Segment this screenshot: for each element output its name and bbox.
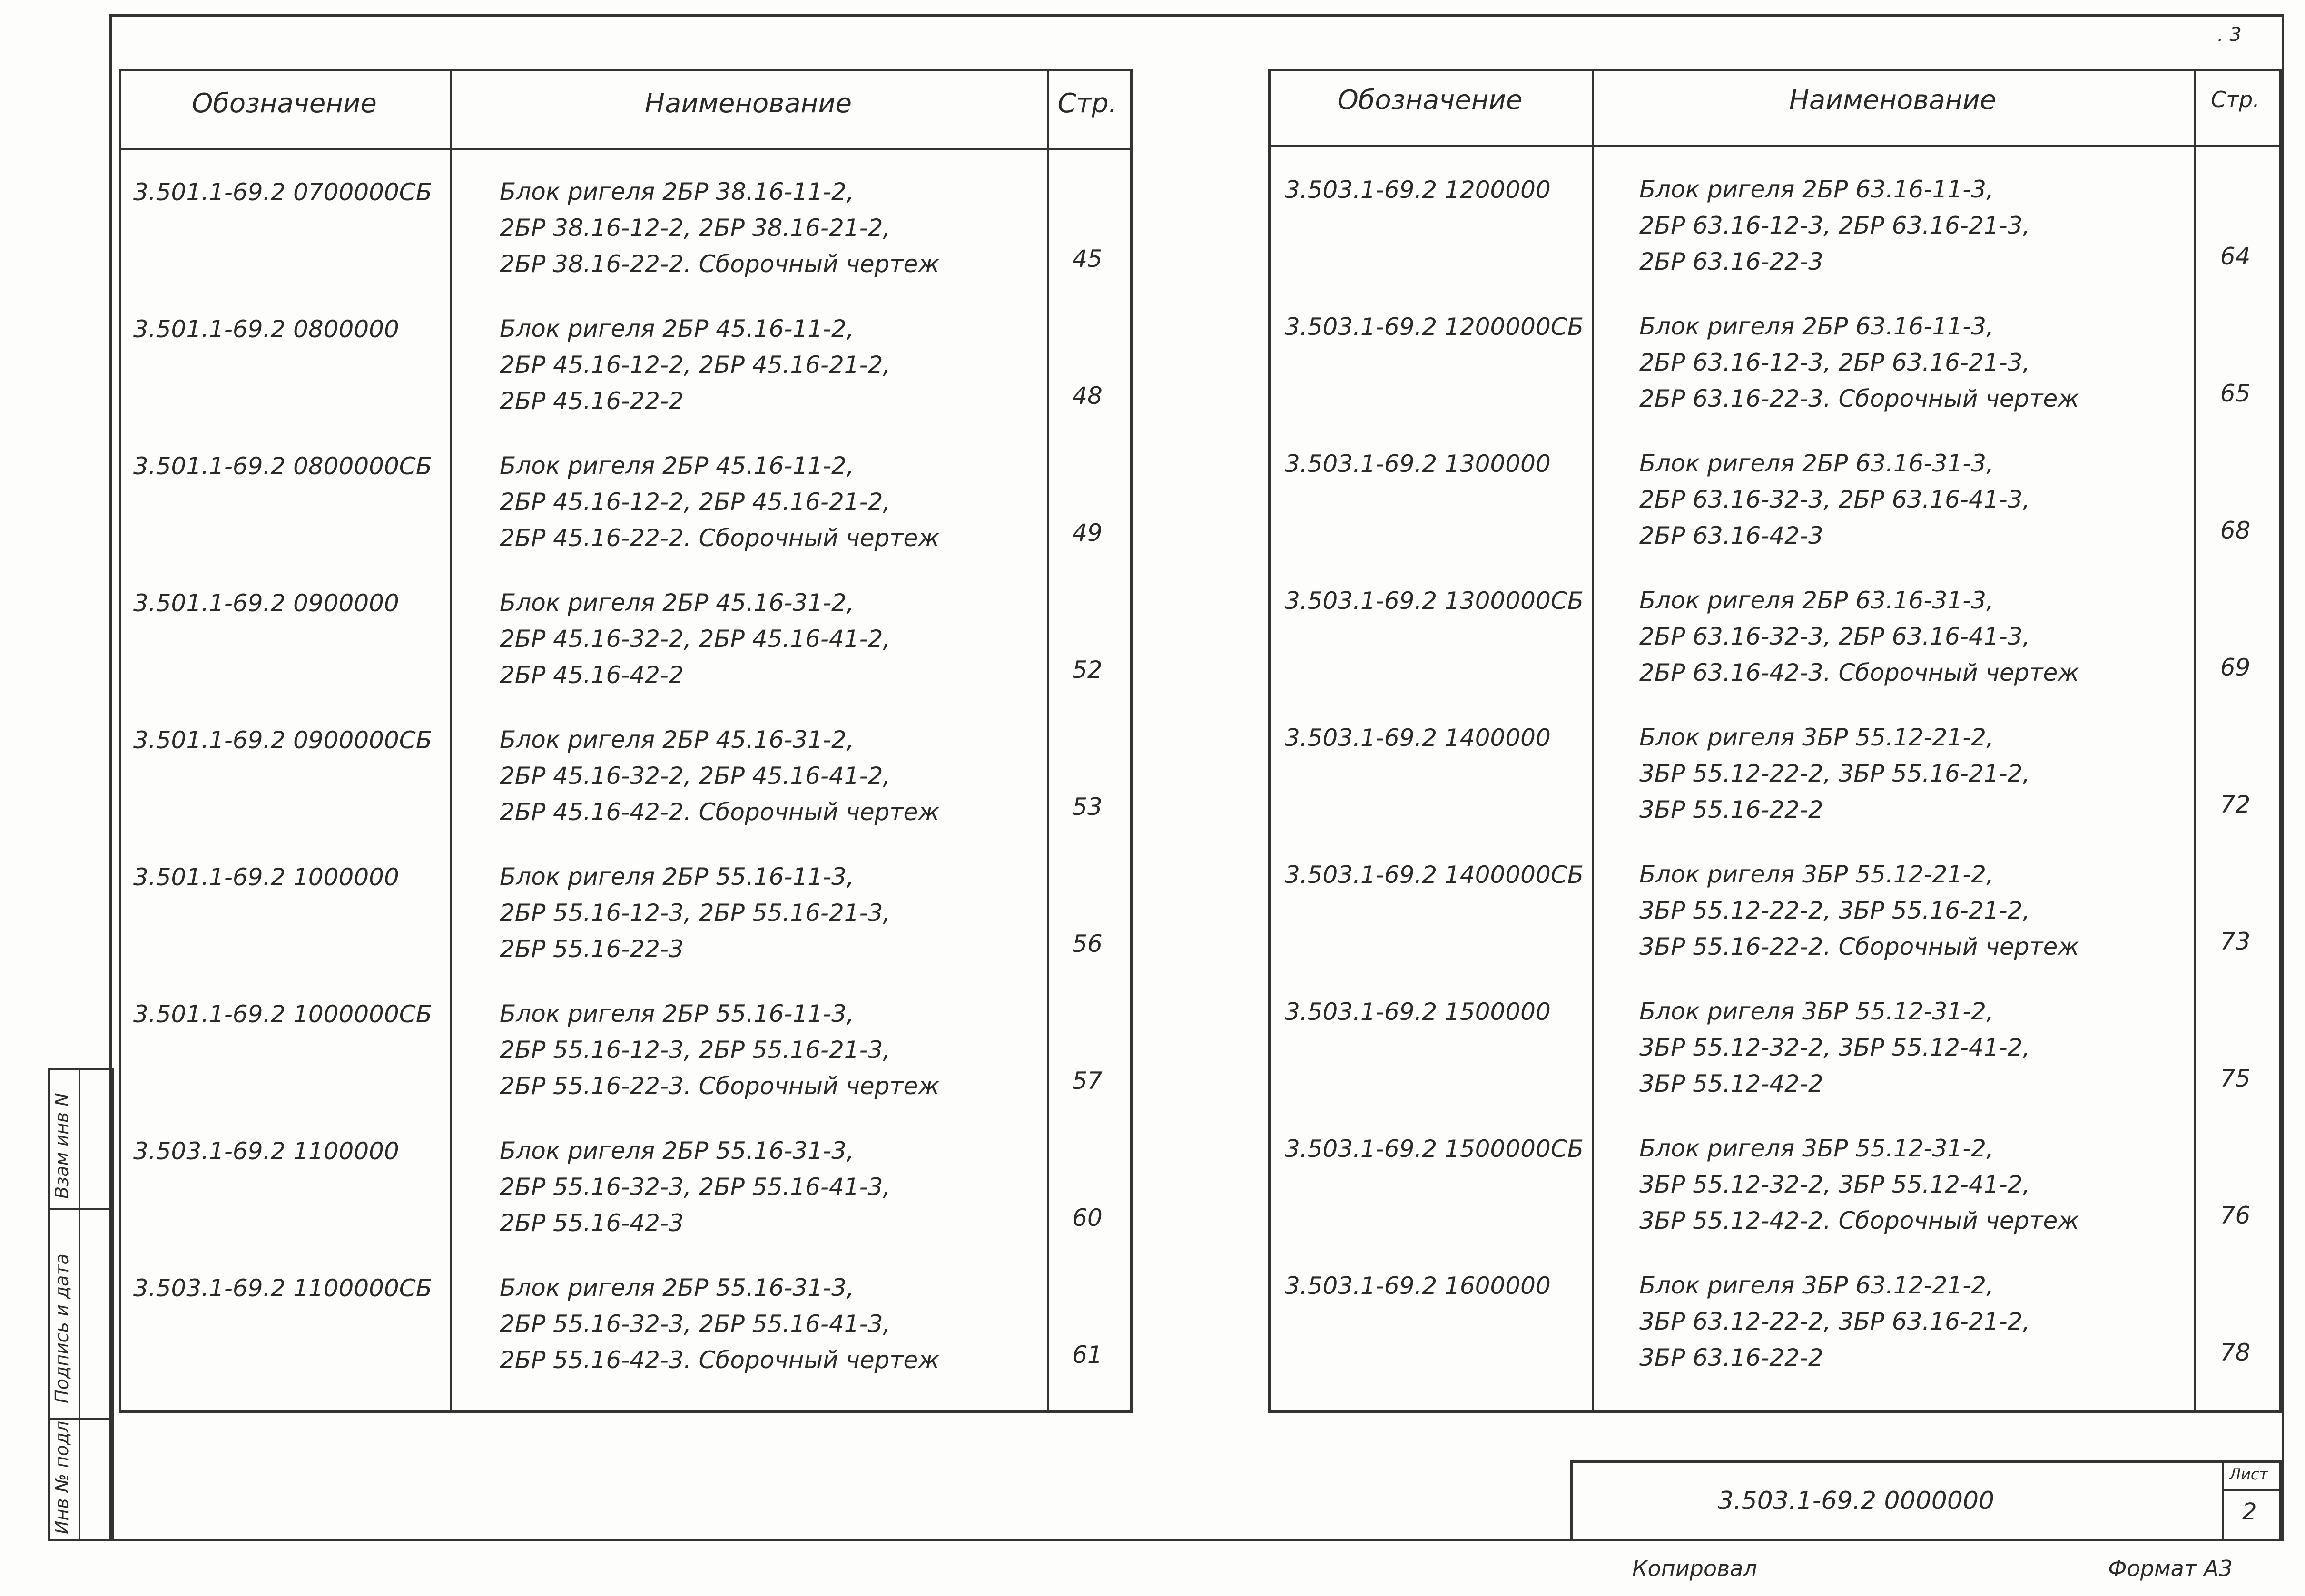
row-page-number: 56: [1072, 930, 1103, 958]
row-name-line: 2БР 45.16-32-2, 2БР 45.16-41-2,: [500, 625, 891, 653]
row-designation: 3.503.1-69.2 1300000: [1285, 450, 1551, 478]
right-header-code: Обозначение: [1337, 85, 1523, 116]
row-name-line: Блок ригеля 2БР 55.16-11-3,: [500, 863, 854, 891]
row-designation: 3.503.1-69.2 1200000СБ: [1285, 313, 1584, 341]
row-name-line: 2БР 45.16-12-2, 2БР 45.16-21-2,: [500, 351, 891, 379]
row-name-line: Блок ригеля 2БР 38.16-11-2,: [500, 178, 854, 206]
row-name-line: 3БР 55.12-32-2, 3БР 55.12-41-2,: [1639, 1171, 2030, 1198]
row-name-line: 2БР 55.16-12-3, 2БР 55.16-21-3,: [500, 1036, 891, 1064]
row-page-number: 68: [2220, 517, 2251, 544]
row-name-line: 2БР 63.16-22-3: [1639, 248, 1823, 275]
row-name-line: Блок ригеля 2БР 45.16-11-2,: [500, 315, 854, 343]
format-label: Формат А3: [2108, 1556, 2233, 1581]
row-name-line: 2БР 55.16-12-3, 2БР 55.16-21-3,: [500, 899, 891, 927]
row-designation: 3.501.1-69.2 1000000: [133, 863, 399, 891]
row-name-line: Блок ригеля 2БР 45.16-11-2,: [500, 452, 854, 480]
side-stamp-inv-number: Инв № подл.: [51, 1415, 72, 1534]
row-name-line: 2БР 63.16-22-3. Сборочный чертеж: [1639, 385, 2079, 412]
row-name-line: 2БР 45.16-22-2. Сборочный чертеж: [500, 524, 940, 552]
row-designation: 3.501.1-69.2 1000000СБ: [133, 1000, 433, 1028]
row-name-line: 2БР 55.16-42-3. Сборочный чертеж: [500, 1346, 940, 1374]
row-name-line: 3БР 63.16-22-2: [1639, 1344, 1823, 1371]
row-name-line: 2БР 55.16-42-3: [500, 1209, 684, 1237]
row-name-line: Блок ригеля 3БР 55.12-31-2,: [1639, 998, 1994, 1025]
row-designation: 3.501.1-69.2 0800000: [133, 315, 399, 343]
row-name-line: 2БР 63.16-12-3, 2БР 63.16-21-3,: [1639, 212, 2030, 239]
row-name-line: 2БР 45.16-42-2. Сборочный чертеж: [500, 798, 940, 826]
row-page-number: 57: [1072, 1067, 1103, 1095]
row-name-line: Блок ригеля 2БР 55.16-11-3,: [500, 1000, 854, 1028]
row-page-number: 69: [2220, 654, 2251, 681]
row-name-line: Блок ригеля 2БР 63.16-11-3,: [1639, 176, 1994, 203]
row-name-line: 2БР 38.16-22-2. Сборочный чертеж: [500, 250, 940, 278]
left-header-name: Наименование: [644, 88, 852, 119]
corner-sheet-mark: . 3: [2217, 24, 2242, 46]
row-page-number: 61: [1072, 1341, 1103, 1369]
row-name-line: 2БР 45.16-32-2, 2БР 45.16-41-2,: [500, 762, 891, 790]
row-name-line: 2БР 63.16-32-3, 2БР 63.16-41-3,: [1639, 623, 2030, 650]
row-page-number: 64: [2220, 243, 2251, 270]
row-page-number: 48: [1072, 382, 1103, 410]
row-name-line: Блок ригеля 2БР 63.16-31-3,: [1639, 450, 1994, 477]
row-designation: 3.501.1-69.2 0900000СБ: [133, 726, 433, 754]
row-designation: 3.503.1-69.2 1300000СБ: [1285, 587, 1584, 615]
row-name-line: Блок ригеля 2БР 55.16-31-3,: [500, 1137, 854, 1165]
row-name-line: Блок ригеля 2БР 45.16-31-2,: [500, 726, 854, 754]
row-name-line: 2БР 55.16-22-3: [500, 935, 684, 963]
row-name-line: 2БР 45.16-42-2: [500, 661, 684, 689]
row-name-line: 2БР 45.16-12-2, 2БР 45.16-21-2,: [500, 488, 891, 516]
row-name-line: 3БР 63.12-22-2, 3БР 63.16-21-2,: [1639, 1308, 2030, 1335]
row-page-number: 78: [2220, 1339, 2251, 1366]
row-designation: 3.503.1-69.2 1500000СБ: [1285, 1135, 1584, 1163]
row-name-line: Блок ригеля 2БР 63.16-31-3,: [1639, 587, 1994, 614]
side-stamp-replacement: Взам инв N: [51, 1093, 72, 1199]
row-page-number: 45: [1072, 245, 1103, 273]
row-name-line: 3БР 55.12-42-2. Сборочный чертеж: [1639, 1207, 2079, 1234]
row-name-line: 3БР 55.16-22-2. Сборочный чертеж: [1639, 933, 2079, 960]
copied-by-label: Копировал: [1632, 1556, 1757, 1581]
left-header-divider: [119, 148, 1130, 150]
row-name-line: 3БР 55.12-22-2, 3БР 55.16-21-2,: [1639, 760, 2030, 787]
row-page-number: 49: [1072, 519, 1103, 547]
row-name-line: 3БР 55.16-22-2: [1639, 796, 1823, 823]
sheet-number: 2: [2242, 1498, 2257, 1525]
row-name-line: 2БР 63.16-42-3. Сборочный чертеж: [1639, 659, 2079, 686]
row-name-line: Блок ригеля 3БР 55.12-31-2,: [1639, 1135, 1994, 1162]
document-code: 3.503.1-69.2 0000000: [1718, 1487, 1995, 1515]
row-name-line: Блок ригеля 2БР 55.16-31-3,: [500, 1274, 854, 1302]
row-designation: 3.503.1-69.2 1100000СБ: [133, 1274, 433, 1302]
left-header-code: Обозначение: [192, 88, 377, 119]
row-designation: 3.503.1-69.2 1500000: [1285, 998, 1551, 1026]
row-designation: 3.501.1-69.2 0900000: [133, 589, 399, 617]
right-header-page: Стр.: [2211, 87, 2260, 112]
row-designation: 3.503.1-69.2 1100000: [133, 1137, 399, 1165]
row-name-line: 2БР 38.16-12-2, 2БР 38.16-21-2,: [500, 214, 891, 242]
row-page-number: 75: [2220, 1065, 2251, 1092]
row-designation: 3.503.1-69.2 1400000СБ: [1285, 861, 1584, 889]
row-name-line: Блок ригеля 3БР 63.12-21-2,: [1639, 1272, 1994, 1299]
row-name-line: 3БР 55.12-32-2, 3БР 55.12-41-2,: [1639, 1034, 2030, 1061]
row-name-line: 2БР 45.16-22-2: [500, 387, 684, 415]
row-page-number: 72: [2220, 791, 2251, 818]
row-page-number: 73: [2220, 928, 2251, 955]
left-header-page: Стр.: [1057, 88, 1117, 119]
row-name-line: Блок ригеля 2БР 45.16-31-2,: [500, 589, 854, 617]
row-page-number: 52: [1072, 656, 1103, 684]
row-name-line: Блок ригеля 3БР 55.12-21-2,: [1639, 724, 1994, 751]
row-page-number: 53: [1072, 793, 1103, 821]
row-name-line: Блок ригеля 3БР 55.12-21-2,: [1639, 861, 1994, 888]
row-name-line: 2БР 63.16-32-3, 2БР 63.16-41-3,: [1639, 486, 2030, 513]
right-header-divider: [1268, 145, 2279, 147]
row-name-line: 2БР 55.16-32-3, 2БР 55.16-41-3,: [500, 1310, 891, 1338]
row-designation: 3.501.1-69.2 0700000СБ: [133, 178, 433, 206]
row-name-line: Блок ригеля 2БР 63.16-11-3,: [1639, 313, 1994, 340]
row-name-line: 3БР 55.12-42-2: [1639, 1070, 1823, 1097]
row-designation: 3.501.1-69.2 0800000СБ: [133, 452, 433, 480]
right-header-name: Наименование: [1789, 85, 1997, 116]
row-designation: 3.503.1-69.2 1600000: [1285, 1272, 1551, 1300]
row-name-line: 2БР 55.16-22-3. Сборочный чертеж: [500, 1072, 940, 1100]
row-name-line: 2БР 63.16-12-3, 2БР 63.16-21-3,: [1639, 349, 2030, 376]
side-stamp-signature-date: Подпись и дата: [51, 1253, 72, 1403]
sheet-label: Лист: [2229, 1465, 2268, 1483]
row-page-number: 65: [2220, 380, 2251, 407]
row-designation: 3.503.1-69.2 1200000: [1285, 176, 1551, 204]
row-designation: 3.503.1-69.2 1400000: [1285, 724, 1551, 752]
row-page-number: 60: [1072, 1204, 1103, 1232]
row-page-number: 76: [2220, 1202, 2251, 1229]
row-name-line: 2БР 63.16-42-3: [1639, 522, 1823, 549]
row-name-line: 2БР 55.16-32-3, 2БР 55.16-41-3,: [500, 1173, 891, 1201]
row-name-line: 3БР 55.12-22-2, 3БР 55.16-21-2,: [1639, 897, 2030, 924]
